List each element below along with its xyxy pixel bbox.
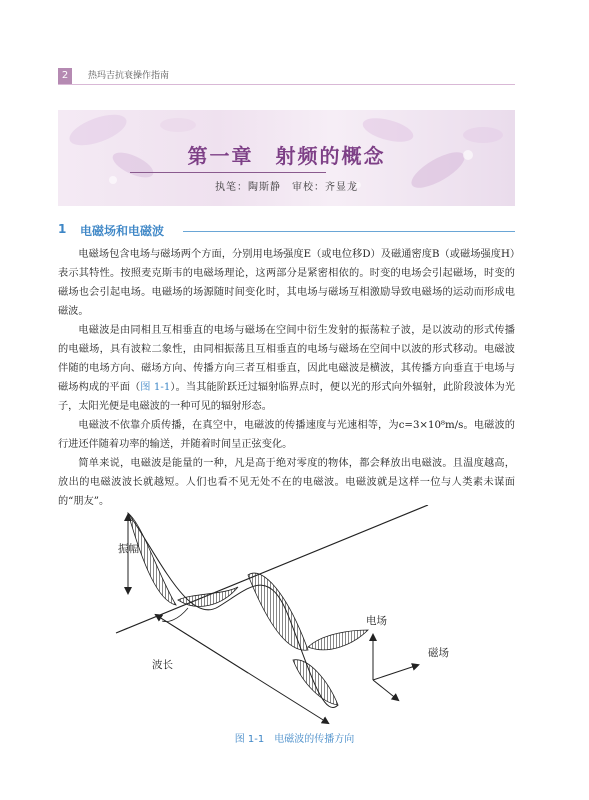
chapter-credits: 执笔：陶斯静 审校：齐显龙 [215, 182, 358, 193]
magnetic-field-label: 磁场 [428, 647, 449, 659]
section-heading [58, 222, 515, 240]
paragraph-2-text-b: ）。当其能阶跃迁过辐射临界点时，便以光的形式向外辐射，此阶段波体为光子，太阳光便是电磁波的一种可见的辐射形态。 [58, 382, 515, 412]
paragraph-1: 电磁场包含电场与磁场两个方面，分别用电场强度E（或电位移D）及磁通密度B（或磁场强度H）表示其特性。按照麦克斯韦的电磁场理论，这两部分是紧密相依的。时变的电场会引起磁场，时变的磁场也会引起电场。电磁场的场源随时间变化时，其电场与磁场互相激励导致电磁场的运动而形成电磁波。 [58, 249, 515, 317]
section-number: 1 [58, 222, 67, 236]
em-wave-figure [98, 505, 498, 727]
paragraph-4: 简单来说，电磁波是能量的一种，凡是高于绝对零度的物体，都会释放出电磁波。且温度越高，放出的电磁波波长就越短。人们也看不见无处不在的电磁波。电磁波就是这样一位与人类素未谋面的“朋友”。 [58, 458, 515, 507]
em-wave-diagram [98, 505, 498, 727]
running-head: 热玛吉抗衰操作指南 [88, 71, 170, 81]
figure-reference-link[interactable]: 图 1-1 [140, 382, 171, 393]
amplitude-label: 振幅 [118, 543, 139, 555]
paragraph-2 [58, 321, 515, 416]
axes-indicator [373, 635, 418, 700]
section-title: 电磁场和电磁波 [80, 224, 165, 238]
electric-field-wave [128, 513, 338, 705]
figure-caption: 图 1-1 电磁波的传播方向 [234, 734, 355, 745]
paragraph-2-text-a: 电磁波是由同相且互相垂直的电场与磁场在空间中衍生发射的振荡粒子波，是以波动的形式传播的电磁场，具有波粒二象性，由同相振荡且互相垂直的电场与磁场在空间中以波的形式移动。电磁波伴随的电场方向、磁场方向、传播方向三者互相垂直，因此电磁波是横波，其传播方向垂直于电场与磁场构成的平面（ [58, 325, 515, 393]
wavelength-label: 波长 [152, 659, 173, 671]
page-number: 2 [58, 68, 72, 84]
section-rule [183, 231, 515, 232]
title-underline [130, 172, 326, 173]
paragraph-3: 电磁波不依靠介质传播，在真空中，电磁波的传播速度与光速相等，为c=3×10⁸m/s。电磁波的行进还伴随着功率的输送，并随着时间呈正弦变化。 [58, 420, 515, 450]
electric-field-label: 电场 [366, 615, 387, 627]
chapter-title: 第一章 射频的概念 [187, 144, 386, 168]
